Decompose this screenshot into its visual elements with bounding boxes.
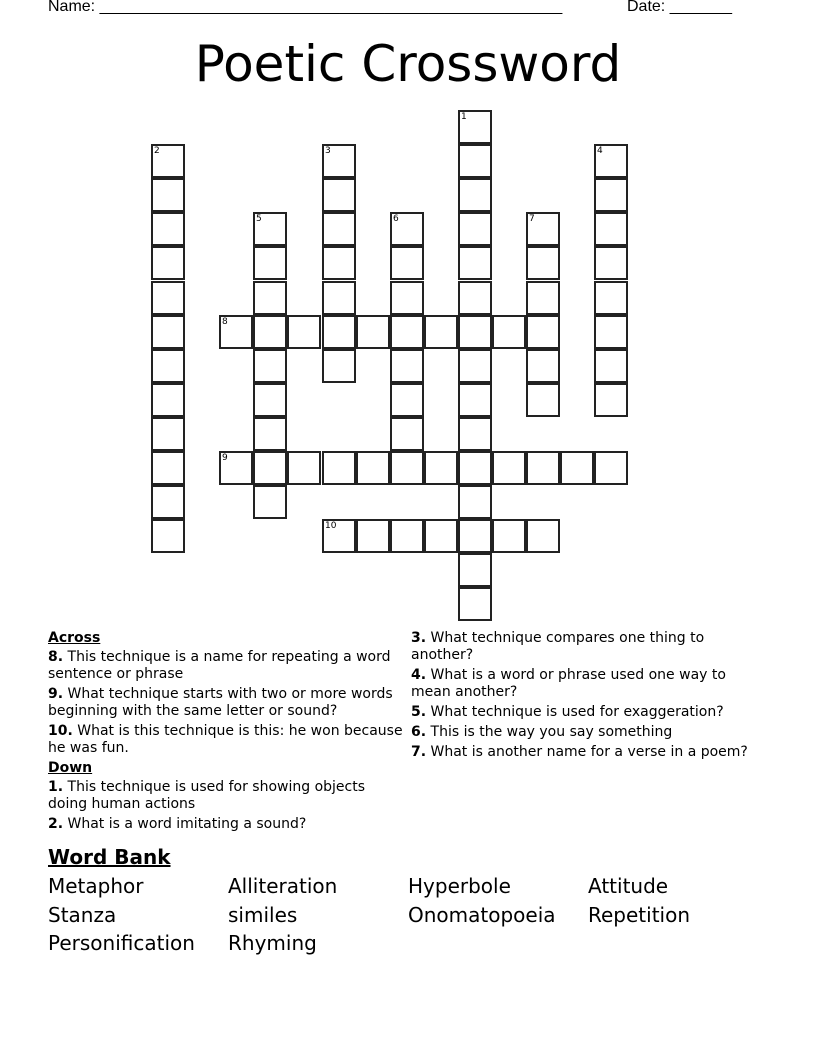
clue-number-label: 9 [222,453,228,463]
clue-number-label: 5 [256,214,262,224]
name-field-label[interactable]: Name: ____________________________________________________ [48,0,563,15]
grid-cell[interactable] [526,246,560,280]
grid-cell[interactable] [458,349,492,383]
clue-number: 8. [48,649,64,665]
grid-cell[interactable] [594,144,628,178]
grid-cell[interactable] [594,451,628,485]
page-title: Poetic Crossword [194,35,622,93]
grid-cell[interactable] [458,485,492,519]
grid-cell[interactable] [253,485,287,519]
clue-down-4 [411,667,756,701]
grid-cell[interactable] [458,144,492,178]
clue-text: This technique is used for showing objects doing human actions [48,779,366,812]
word-bank-item: Attitude [588,874,669,898]
clue-number-label: 3 [325,146,331,156]
grid-cell[interactable] [458,110,492,144]
clues-right-column [411,630,756,764]
grid-cell[interactable] [390,519,424,553]
grid-cell[interactable] [253,281,287,315]
clue-text: This is the way you say something [430,724,673,740]
grid-cell[interactable] [253,417,287,451]
clue-down-5 [411,704,756,721]
grid-cell[interactable] [526,315,560,349]
grid-cell[interactable] [458,178,492,212]
word-bank-item: Hyperbole [408,874,511,898]
grid-cell[interactable] [287,451,321,485]
grid-cell[interactable] [560,451,594,485]
grid-cell[interactable] [151,519,185,553]
clue-across-9 [48,686,408,720]
grid-cell[interactable] [322,451,356,485]
grid-cell[interactable] [594,246,628,280]
grid-cell[interactable] [594,349,628,383]
clue-number: 3. [411,630,427,646]
grid-cell[interactable] [492,315,526,349]
grid-cell[interactable] [458,383,492,417]
clues-left-column [48,630,408,836]
clue-down-7 [411,744,756,761]
grid-cell[interactable] [151,144,185,178]
grid-cell[interactable] [458,587,492,621]
clue-number-label: 1 [461,112,467,122]
grid-cell[interactable] [253,246,287,280]
clue-number: 1. [48,779,64,795]
grid-cell[interactable] [526,349,560,383]
grid-cell[interactable] [322,519,356,553]
grid-cell[interactable] [151,281,185,315]
word-bank-item: Alliteration [228,874,338,898]
grid-cell[interactable] [390,246,424,280]
word-bank-item: similes [228,903,298,927]
clue-text: What technique compares one thing to another? [411,630,705,663]
grid-cell[interactable] [322,349,356,383]
grid-cell[interactable] [594,178,628,212]
grid-cell[interactable] [526,383,560,417]
grid-cell[interactable] [356,451,390,485]
grid-cell[interactable] [322,178,356,212]
clue-number-label: 8 [222,317,228,327]
grid-cell[interactable] [253,315,287,349]
grid-cell[interactable] [424,519,458,553]
word-bank-heading: Word Bank [48,845,171,869]
clue-text: This technique is a name for repeating a word sentence or phrase [48,649,391,682]
grid-cell[interactable] [219,451,253,485]
grid-cell[interactable] [322,281,356,315]
grid-cell[interactable] [458,553,492,587]
grid-cell[interactable] [322,246,356,280]
grid-cell[interactable] [151,451,185,485]
clue-across-8 [48,649,408,683]
clue-text: What is a word or phrase used one way to mean another? [411,667,726,700]
grid-cell[interactable] [322,144,356,178]
grid-cell[interactable] [594,212,628,246]
clue-text: What technique is used for exaggeration? [430,704,724,720]
grid-cell[interactable] [151,212,185,246]
clue-number-label: 7 [529,214,535,224]
grid-cell[interactable] [390,281,424,315]
grid-cell[interactable] [390,315,424,349]
word-bank-item: Rhyming [228,931,317,955]
grid-cell[interactable] [356,315,390,349]
grid-cell[interactable] [151,383,185,417]
grid-cell[interactable] [151,246,185,280]
grid-cell[interactable] [322,212,356,246]
grid-cell[interactable] [151,178,185,212]
word-bank-item: Repetition [588,903,691,927]
grid-cell[interactable] [390,349,424,383]
grid-cell[interactable] [458,281,492,315]
grid-cell[interactable] [390,383,424,417]
clue-down-1 [48,779,408,813]
clue-number: 7. [411,744,427,760]
word-bank-item: Metaphor [48,874,144,898]
word-bank-item: Onomatopoeia [408,903,556,927]
grid-cell[interactable] [526,281,560,315]
grid-cell[interactable] [424,315,458,349]
clue-number: 5. [411,704,427,720]
grid-cell[interactable] [219,315,253,349]
clue-number: 6. [411,724,427,740]
grid-cell[interactable] [253,451,287,485]
clue-number: 10. [48,723,73,739]
grid-cell[interactable] [253,383,287,417]
grid-cell[interactable] [151,485,185,519]
grid-cell[interactable] [151,417,185,451]
grid-cell[interactable] [492,519,526,553]
grid-cell[interactable] [458,417,492,451]
grid-cell[interactable] [594,383,628,417]
grid-cell[interactable] [424,451,458,485]
clue-number-label: 10 [325,521,337,531]
grid-cell[interactable] [458,519,492,553]
clue-number-label: 6 [393,214,399,224]
clue-text: What is a word imitating a sound? [67,816,307,832]
grid-cell[interactable] [287,315,321,349]
clue-down-2 [48,816,408,833]
grid-cell[interactable] [594,315,628,349]
word-bank-item: Stanza [48,903,117,927]
clue-text: What is this technique is this: he won because he was fun. [48,723,403,756]
grid-cell[interactable] [492,451,526,485]
grid-cell[interactable] [390,451,424,485]
grid-cell[interactable] [458,246,492,280]
grid-cell[interactable] [356,519,390,553]
clue-down-3 [411,630,756,664]
grid-cell[interactable] [253,212,287,246]
clue-text: What is another name for a verse in a poem? [430,744,748,760]
grid-cell[interactable] [526,451,560,485]
clue-number: 2. [48,816,64,832]
down-heading: Down [48,760,93,776]
grid-cell[interactable] [151,349,185,383]
clue-text: What technique starts with two or more words beginning with the same letter or sound? [48,686,393,719]
clue-number: 9. [48,686,64,702]
grid-cell[interactable] [390,417,424,451]
across-heading: Across [48,630,101,646]
clue-down-6 [411,724,756,741]
clue-across-10 [48,723,408,757]
grid-cell[interactable] [594,281,628,315]
grid-cell[interactable] [458,451,492,485]
grid-cell[interactable] [458,212,492,246]
grid-cell[interactable] [526,212,560,246]
grid-cell[interactable] [253,349,287,383]
clue-number-label: 4 [597,146,603,156]
grid-cell[interactable] [390,212,424,246]
word-bank-item: Personification [48,931,195,955]
date-field-label[interactable]: Date: _______ [627,0,732,15]
grid-cell[interactable] [526,519,560,553]
grid-cell[interactable] [322,315,356,349]
grid-cell[interactable] [151,315,185,349]
grid-cell[interactable] [458,315,492,349]
clue-number-label: 2 [154,146,160,156]
clue-number: 4. [411,667,427,683]
